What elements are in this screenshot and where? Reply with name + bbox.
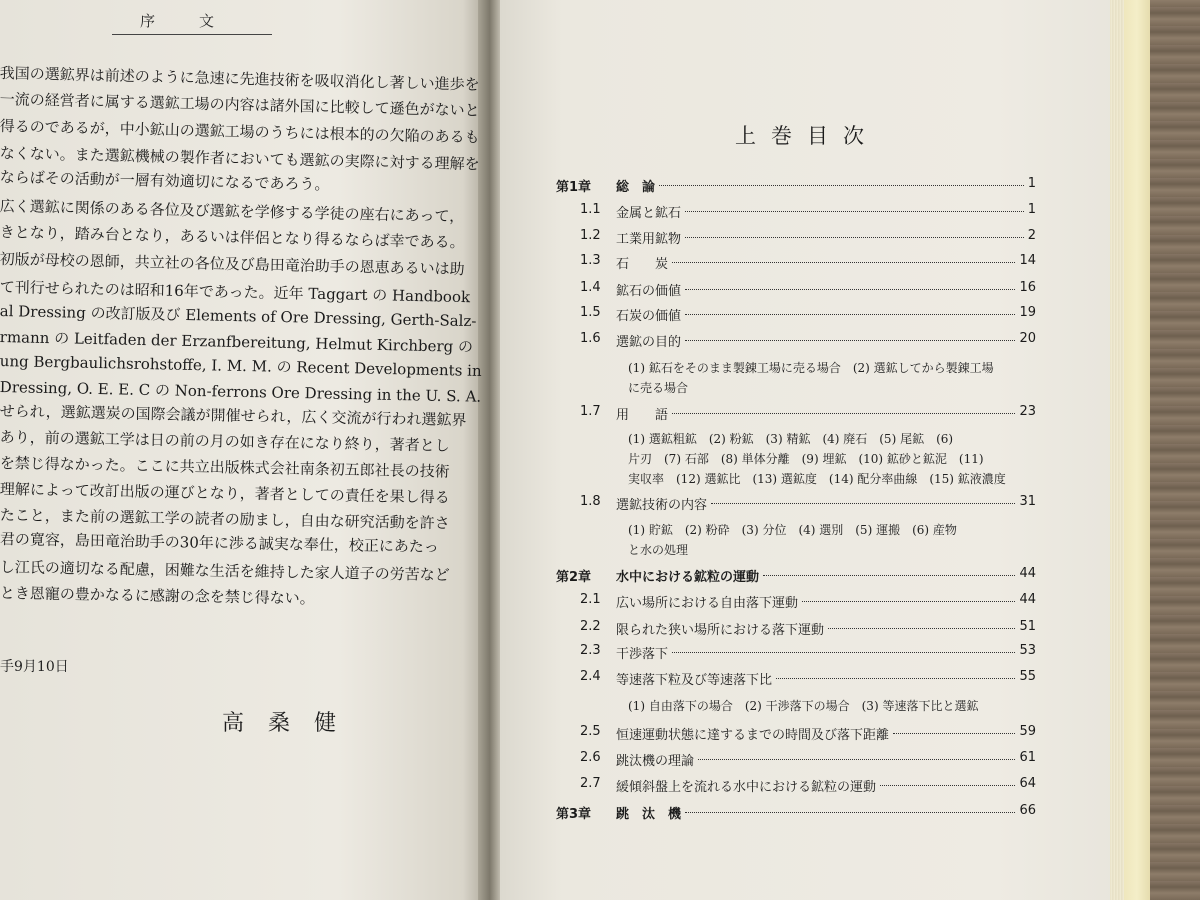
toc-leader-dots [685,811,1015,813]
toc-page-number: 53 [1019,643,1036,658]
toc-number: 第3章 [556,807,592,822]
toc-leader-dots [685,339,1015,341]
toc-section [556,280,1036,304]
toc-leader-dots [698,758,1015,760]
preface-author: 高桑健 [222,711,361,736]
toc-subentry: 実収率 (12) 選鉱比 (13) 選鉱度 (14) 配分率曲線 (15) 鉱液濃度 [628,472,1006,486]
toc-section [556,776,1036,800]
toc-leader-dots [659,184,1024,186]
toc-page-number: 20 [1019,331,1036,346]
toc-number: 第2章 [556,570,592,585]
toc-section [556,253,1036,277]
toc-page-number: 44 [1019,592,1036,607]
toc-entry-title: 等速落下粒及び等速落下比 [616,673,773,688]
toc-page-number: 2 [1027,228,1036,243]
toc-section [556,228,1036,252]
toc-number: 2.6 [580,750,601,765]
preface-line: を禁じ得なかった。ここに共立出版株式会社南条初五郎社長の技術 [0,453,450,481]
toc-page-number: 44 [1019,566,1036,581]
preface-line: 初版が母校の恩師，共立社の各位及び島田竜治助手の恩恵あるいは助 [0,249,465,279]
toc-number: 2.7 [580,776,601,791]
toc-page-number: 16 [1019,280,1036,295]
toc-number: 2.2 [580,619,601,634]
toc-subentry: に売る場合 [628,381,689,395]
toc-number: 2.5 [580,724,601,739]
preface-line: 広く選鉱に関係のある各位及び選鉱を学修する学徒の座右にあって， [0,196,465,226]
toc-page-number: 1 [1027,202,1036,217]
toc-section [556,724,1036,748]
preface-line: al Dressing の改訂版及び Elements of Ore Dressing, Gerth-Salz- [0,301,477,331]
toc-leader-dots [880,784,1015,786]
toc-entry-title: 選鉱技術の内容 [616,498,708,513]
header-rule [112,34,272,35]
toc-entry-title: 干渉落下 [616,647,669,662]
toc-page-number: 51 [1019,619,1036,634]
toc-number: 1.6 [580,331,601,346]
preface-line: なくない。また選鉱機械の製作者においても選鉱の実際に対する理解を [0,143,480,174]
toc-leader-dots [685,313,1015,315]
toc-entry-title: 限られた狭い場所における落下運動 [616,623,825,638]
preface-line: きとなり，踏み台となり，あるいは伴侶となり得るならば幸である。 [0,222,465,252]
toc-page-number: 1 [1027,176,1036,191]
toc-leader-dots [672,651,1015,653]
toc-leader-dots [802,600,1015,602]
preface-line: 理解によって改訂出版の運びとなり，著者としての責任を果し得る [0,479,450,507]
toc-leader-dots [685,236,1024,238]
toc-entry-title: 広い場所における自由落下運動 [616,596,799,611]
toc-entry-title: 用 語 [616,408,669,423]
toc-page-number: 64 [1019,776,1036,791]
preface-line: 君の寛容，島田竜治助手の30年に渉る誠実な奉仕，校正にあたっ [0,529,439,556]
toc-leader-dots [672,412,1015,414]
toc-entry-title: 工業用鉱物 [616,232,682,247]
toc-entry-title: 鉱石の価値 [616,284,682,299]
toc-number: 第1章 [556,180,592,195]
toc-subentry: (1) 鉱石をそのまま製錬工場に売る場合 (2) 選鉱してから製錬工場 [628,361,994,375]
toc-section [556,643,1036,667]
toc-page-number: 55 [1019,669,1036,684]
toc-page-number: 61 [1019,750,1036,765]
preface-header: 序文 [140,12,259,30]
toc-number: 1.8 [580,494,601,509]
toc-leader-dots [763,574,1015,576]
toc-number: 1.3 [580,253,601,268]
toc-entry-title: 緩傾斜盤上を流れる水中における鉱粒の運動 [616,780,877,795]
toc-subentry: (1) 貯鉱 (2) 粉砕 (3) 分位 (4) 選別 (5) 運搬 (6) 産物 [628,523,957,537]
toc-leader-dots [776,677,1015,679]
toc-section [556,305,1036,329]
toc-leader-dots [672,261,1015,263]
toc-entry-title: 跳 汰 機 [616,807,682,822]
toc-number: 1.5 [580,305,601,320]
preface-line: 得るのであるが，中小鉱山の選鉱工場のうちには根本的の欠陥のあるも [0,116,480,147]
toc-page-number: 31 [1019,494,1036,509]
preface-line: あり，前の選鉱工学は日の前の月の如き存在になり終り，著者とし [0,427,450,455]
wooden-surface [1150,0,1200,900]
toc-chapter [556,566,1036,590]
toc-entry-title: 水中における鉱粒の運動 [616,570,760,585]
preface-date: 手9月10日 [0,659,69,675]
preface-line: 一流の経営者に属する選鉱工場の内容は諸外国に比較して遜色がないと [0,89,480,120]
toc-leader-dots [828,627,1015,629]
preface-line: rmann の Leitfaden der Erzanfbereitung, Helmut Kirchberg の [0,327,474,356]
toc-subentry: 片刃 (7) 石部 (8) 単体分離 (9) 埋鉱 (10) 鉱砂と鉱泥 (11) [628,452,984,466]
toc-leader-dots [685,288,1015,290]
toc-section [556,202,1036,226]
preface-line: 我国の選鉱界は前述のように急速に先進技術を吸収消化し著しい進歩を [0,63,480,94]
toc-leader-dots [685,210,1024,212]
toc-page-number: 66 [1019,803,1036,818]
toc-page-number: 23 [1019,404,1036,419]
toc-leader-dots [893,732,1015,734]
preface-line: ならばその活動が一層有効適切になるであろう。 [0,167,330,194]
toc-entry-title: 石 炭 [616,257,669,272]
preface-line: せられ，選鉱選炭の国際会議が開催せられ，広く交流が行われ選鉱界 [0,401,467,430]
preface-line: ung Bergbaulichsrohstoffe, I. M. M. の Recent Developments in [0,351,482,380]
toc-number: 2.3 [580,643,601,658]
toc-entry-title: 恒速運動状態に達するまでの時間及び落下距離 [616,728,890,743]
toc-subentry: (1) 自由落下の場合 (2) 干渉落下の場合 (3) 等速落下比と選鉱 [628,699,979,713]
preface-line: とき恩寵の豊かなるに感謝の念を禁じ得ない。 [0,583,315,608]
toc-page-number: 19 [1019,305,1036,320]
toc-entry-title: 金属と鉱石 [616,206,682,221]
toc-section [556,494,1036,518]
toc-subentry: (1) 選鉱粗鉱 (2) 粉鉱 (3) 精鉱 (4) 廃石 (5) 尾鉱 (6) [628,432,954,446]
toc-page-number: 14 [1019,253,1036,268]
toc-number: 1.1 [580,202,601,217]
toc-section [556,619,1036,643]
toc-chapter [556,176,1036,200]
toc-subentry: と水の処理 [628,543,689,557]
preface-line: し江氏の適切なる配慮，困難な生活を維持した家人道子の労苦など [0,557,450,585]
toc-number: 2.4 [580,669,601,684]
toc-chapter [556,803,1036,827]
toc-section [556,404,1036,428]
toc-page-number: 59 [1019,724,1036,739]
toc-section [556,592,1036,616]
toc-entry-title: 総 論 [616,180,656,195]
toc-number: 2.1 [580,592,601,607]
toc-number: 1.4 [580,280,601,295]
toc-number: 1.2 [580,228,601,243]
toc-entry-title: 跳汰機の理論 [616,754,695,769]
toc-number: 1.7 [580,404,601,419]
toc-section [556,669,1036,693]
toc-title: 上巻目次 [735,124,879,148]
yellow-page-edge [1124,0,1150,900]
preface-line: て刊行せられたのは昭和16年であった。近年 Taggart の Handbook [0,277,471,307]
toc-section [556,331,1036,355]
preface-line: Dressing, O. E. E. C の Non-ferrons Ore Dressing in the U. S. A. [0,377,482,406]
toc-leader-dots [711,502,1015,504]
preface-line: たこと，また前の選鉱工学の読者の励まし，自由な研究活動を許さ [0,505,450,533]
toc-entry-title: 選鉱の目的 [616,335,682,350]
toc-section [556,750,1036,774]
toc-entry-title: 石炭の価値 [616,309,682,324]
